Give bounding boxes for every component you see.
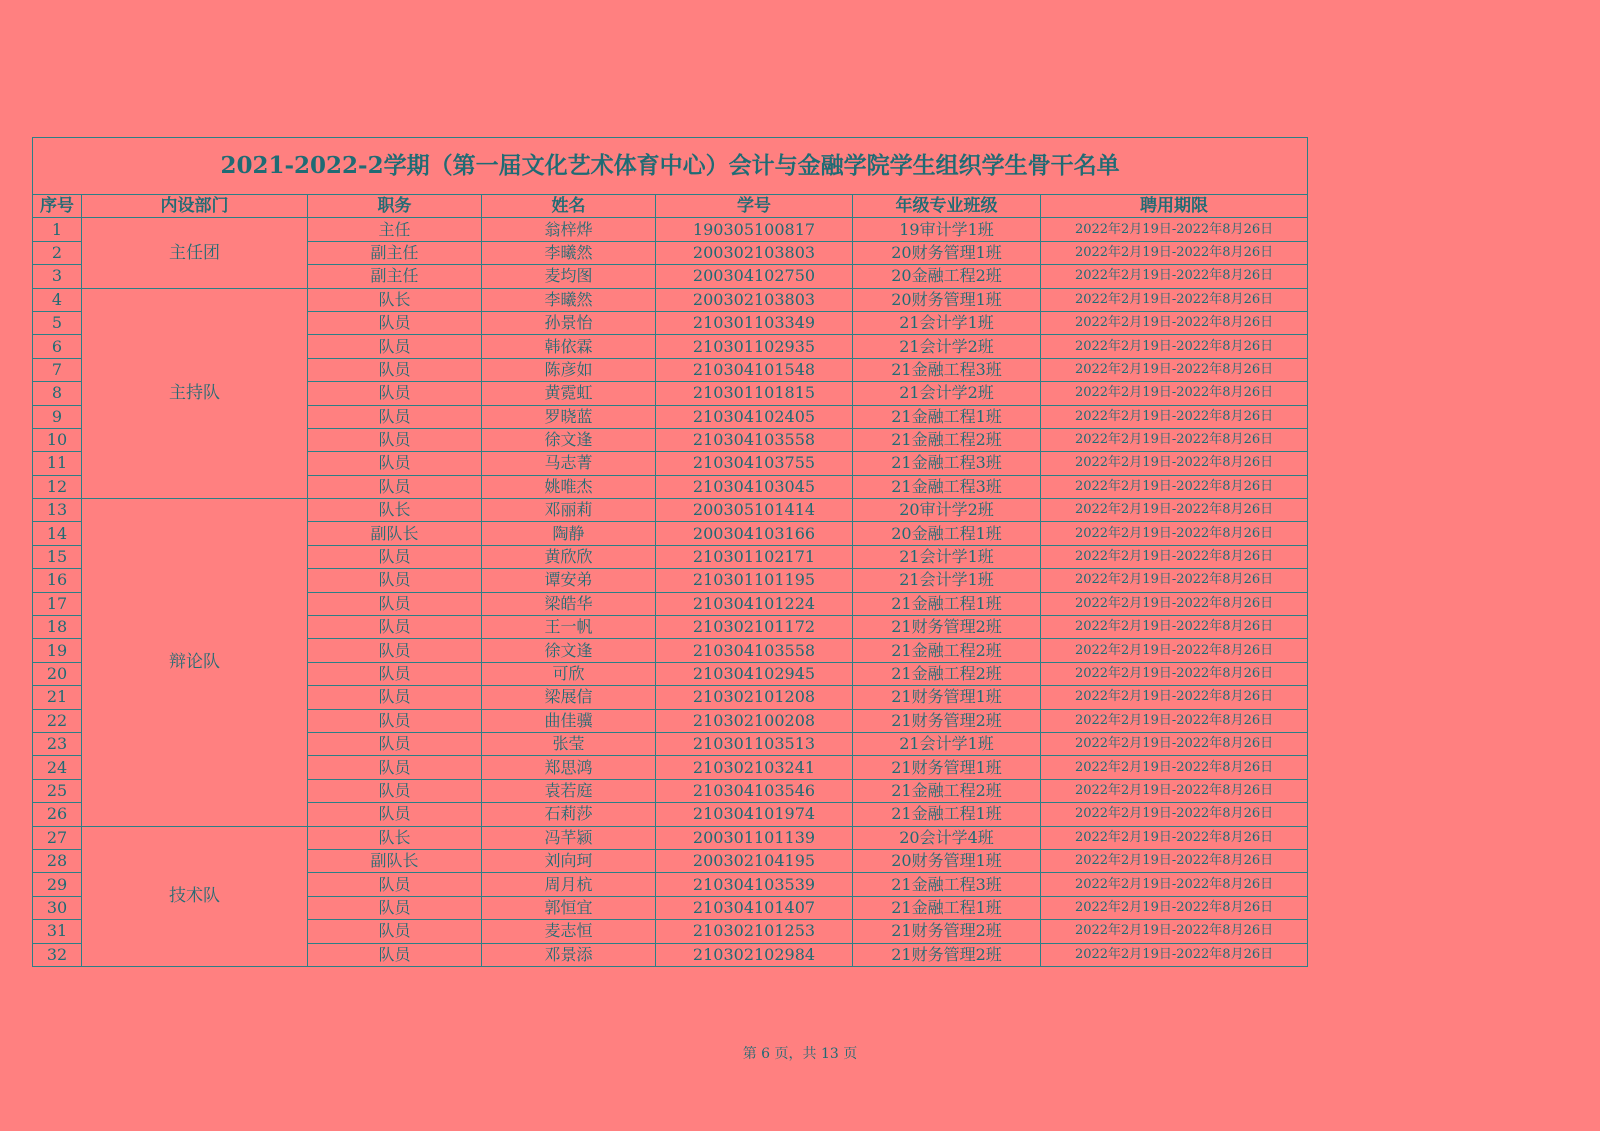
student-id-cell: 190305100817 — [656, 218, 853, 241]
index-cell: 4 — [33, 288, 82, 311]
index-cell: 22 — [33, 709, 82, 732]
class-cell: 21金融工程2班 — [853, 662, 1041, 685]
period-cell: 2022年2月19日-2022年8月26日 — [1041, 358, 1308, 381]
role-cell: 队员 — [308, 779, 482, 802]
index-cell: 16 — [33, 569, 82, 592]
student-id-cell: 210304103558 — [656, 639, 853, 662]
class-cell: 21金融工程3班 — [853, 475, 1041, 498]
header-period: 聘用期限 — [1041, 195, 1308, 218]
name-cell: 陈彦如 — [482, 358, 656, 381]
name-cell: 翁梓烨 — [482, 218, 656, 241]
student-id-cell: 210304102945 — [656, 662, 853, 685]
role-cell: 队长 — [308, 499, 482, 522]
role-cell: 队员 — [308, 920, 482, 943]
period-cell: 2022年2月19日-2022年8月26日 — [1041, 592, 1308, 615]
table-row — [33, 218, 1308, 241]
name-cell: 陶静 — [482, 522, 656, 545]
index-cell: 24 — [33, 756, 82, 779]
student-id-cell: 210302101253 — [656, 920, 853, 943]
name-cell: 郭恒宜 — [482, 896, 656, 919]
period-cell: 2022年2月19日-2022年8月26日 — [1041, 732, 1308, 755]
class-cell: 21金融工程1班 — [853, 405, 1041, 428]
class-cell: 21会计学1班 — [853, 545, 1041, 568]
class-cell: 21会计学1班 — [853, 311, 1041, 334]
class-cell: 21金融工程3班 — [853, 358, 1041, 381]
index-cell: 15 — [33, 545, 82, 568]
role-cell: 队员 — [308, 686, 482, 709]
index-cell: 21 — [33, 686, 82, 709]
name-cell: 张莹 — [482, 732, 656, 755]
student-id-cell: 210304101224 — [656, 592, 853, 615]
student-id-cell: 200304103166 — [656, 522, 853, 545]
period-cell: 2022年2月19日-2022年8月26日 — [1041, 920, 1308, 943]
student-id-cell: 210304101407 — [656, 896, 853, 919]
index-cell: 11 — [33, 452, 82, 475]
student-id-cell: 210302101208 — [656, 686, 853, 709]
role-cell: 队员 — [308, 873, 482, 896]
class-cell: 20财务管理1班 — [853, 849, 1041, 872]
header-student-id: 学号 — [656, 195, 853, 218]
title-row — [33, 138, 1308, 195]
role-cell: 副队长 — [308, 522, 482, 545]
period-cell: 2022年2月19日-2022年8月26日 — [1041, 522, 1308, 545]
period-cell: 2022年2月19日-2022年8月26日 — [1041, 709, 1308, 732]
index-cell: 2 — [33, 241, 82, 264]
class-cell: 21会计学2班 — [853, 335, 1041, 358]
index-cell: 20 — [33, 662, 82, 685]
name-cell: 周月杭 — [482, 873, 656, 896]
role-cell: 副主任 — [308, 241, 482, 264]
period-cell: 2022年2月19日-2022年8月26日 — [1041, 756, 1308, 779]
student-id-cell: 210301101815 — [656, 382, 853, 405]
page-footer: 第 6 页，共 13 页 — [742, 1046, 858, 1062]
name-cell: 麦均图 — [482, 265, 656, 288]
period-cell: 2022年2月19日-2022年8月26日 — [1041, 849, 1308, 872]
name-cell: 谭安弟 — [482, 569, 656, 592]
name-cell: 石莉莎 — [482, 803, 656, 826]
name-cell: 黄欣欣 — [482, 545, 656, 568]
student-id-cell: 210302103241 — [656, 756, 853, 779]
student-id-cell: 200301101139 — [656, 826, 853, 849]
role-cell: 队员 — [308, 335, 482, 358]
index-cell: 6 — [33, 335, 82, 358]
period-cell: 2022年2月19日-2022年8月26日 — [1041, 616, 1308, 639]
index-cell: 28 — [33, 849, 82, 872]
name-cell: 冯芊颍 — [482, 826, 656, 849]
period-cell: 2022年2月19日-2022年8月26日 — [1041, 311, 1308, 334]
index-cell: 27 — [33, 826, 82, 849]
index-cell: 3 — [33, 265, 82, 288]
student-id-cell: 210301101195 — [656, 569, 853, 592]
period-cell: 2022年2月19日-2022年8月26日 — [1041, 896, 1308, 919]
index-cell: 31 — [33, 920, 82, 943]
class-cell: 21会计学1班 — [853, 569, 1041, 592]
role-cell: 队员 — [308, 405, 482, 428]
class-cell: 21金融工程2班 — [853, 428, 1041, 451]
role-cell: 队员 — [308, 592, 482, 615]
period-cell: 2022年2月19日-2022年8月26日 — [1041, 288, 1308, 311]
period-cell: 2022年2月19日-2022年8月26日 — [1041, 943, 1308, 966]
name-cell: 徐文逢 — [482, 428, 656, 451]
index-cell: 19 — [33, 639, 82, 662]
role-cell: 队员 — [308, 709, 482, 732]
period-cell: 2022年2月19日-2022年8月26日 — [1041, 405, 1308, 428]
period-cell: 2022年2月19日-2022年8月26日 — [1041, 499, 1308, 522]
class-cell: 20财务管理1班 — [853, 241, 1041, 264]
class-cell: 21财务管理2班 — [853, 943, 1041, 966]
period-cell: 2022年2月19日-2022年8月26日 — [1041, 662, 1308, 685]
role-cell: 队员 — [308, 311, 482, 334]
name-cell: 郑思鸿 — [482, 756, 656, 779]
class-cell: 21金融工程3班 — [853, 452, 1041, 475]
header-class: 年级专业班级 — [853, 195, 1041, 218]
period-cell: 2022年2月19日-2022年8月26日 — [1041, 545, 1308, 568]
student-id-cell: 200302103803 — [656, 241, 853, 264]
class-cell: 21财务管理2班 — [853, 709, 1041, 732]
department-cell: 主任团 — [82, 218, 308, 288]
name-cell: 可欣 — [482, 662, 656, 685]
name-cell: 韩依霖 — [482, 335, 656, 358]
index-cell: 13 — [33, 499, 82, 522]
department-cell: 技术队 — [82, 826, 308, 966]
student-id-cell: 210301102935 — [656, 335, 853, 358]
period-cell: 2022年2月19日-2022年8月26日 — [1041, 803, 1308, 826]
class-cell: 21金融工程2班 — [853, 639, 1041, 662]
document-title: 2021-2022-2学期（第一届文化艺术体育中心）会计与金融学院学生组织学生骨干名单 — [33, 138, 1308, 195]
role-cell: 主任 — [308, 218, 482, 241]
student-id-cell: 210302101172 — [656, 616, 853, 639]
index-cell: 7 — [33, 358, 82, 381]
header-department: 内设部门 — [82, 195, 308, 218]
name-cell: 邓丽莉 — [482, 499, 656, 522]
index-cell: 14 — [33, 522, 82, 545]
name-cell: 麦志恒 — [482, 920, 656, 943]
period-cell: 2022年2月19日-2022年8月26日 — [1041, 428, 1308, 451]
class-cell: 21财务管理2班 — [853, 616, 1041, 639]
student-id-cell: 210304101548 — [656, 358, 853, 381]
period-cell: 2022年2月19日-2022年8月26日 — [1041, 218, 1308, 241]
role-cell: 队员 — [308, 756, 482, 779]
role-cell: 队员 — [308, 382, 482, 405]
name-cell: 王一帆 — [482, 616, 656, 639]
name-cell: 曲佳骥 — [482, 709, 656, 732]
name-cell: 孙景怡 — [482, 311, 656, 334]
index-cell: 5 — [33, 311, 82, 334]
student-id-cell: 210302102984 — [656, 943, 853, 966]
role-cell: 队员 — [308, 639, 482, 662]
class-cell: 21金融工程1班 — [853, 803, 1041, 826]
index-cell: 12 — [33, 475, 82, 498]
index-cell: 18 — [33, 616, 82, 639]
index-cell: 30 — [33, 896, 82, 919]
index-cell: 29 — [33, 873, 82, 896]
student-id-cell: 200304102750 — [656, 265, 853, 288]
name-cell: 梁展信 — [482, 686, 656, 709]
index-cell: 1 — [33, 218, 82, 241]
name-cell: 姚唯杰 — [482, 475, 656, 498]
name-cell: 梁皓华 — [482, 592, 656, 615]
role-cell: 队员 — [308, 662, 482, 685]
period-cell: 2022年2月19日-2022年8月26日 — [1041, 241, 1308, 264]
class-cell: 20审计学2班 — [853, 499, 1041, 522]
index-cell: 10 — [33, 428, 82, 451]
role-cell: 队长 — [308, 288, 482, 311]
index-cell: 32 — [33, 943, 82, 966]
role-cell: 队员 — [308, 943, 482, 966]
name-cell: 罗晓蓝 — [482, 405, 656, 428]
role-cell: 队员 — [308, 569, 482, 592]
student-id-cell: 210304103045 — [656, 475, 853, 498]
class-cell: 20金融工程2班 — [853, 265, 1041, 288]
role-cell: 队员 — [308, 358, 482, 381]
student-id-cell: 200302103803 — [656, 288, 853, 311]
class-cell: 21金融工程1班 — [853, 896, 1041, 919]
student-id-cell: 210304103539 — [656, 873, 853, 896]
class-cell: 21会计学1班 — [853, 732, 1041, 755]
role-cell: 队员 — [308, 428, 482, 451]
student-id-cell: 210301103513 — [656, 732, 853, 755]
student-id-cell: 210301102171 — [656, 545, 853, 568]
period-cell: 2022年2月19日-2022年8月26日 — [1041, 382, 1308, 405]
student-id-cell: 210304103755 — [656, 452, 853, 475]
role-cell: 队员 — [308, 545, 482, 568]
index-cell: 8 — [33, 382, 82, 405]
header-row — [33, 195, 1308, 218]
role-cell: 队员 — [308, 452, 482, 475]
name-cell: 徐文逢 — [482, 639, 656, 662]
header-index: 序号 — [33, 195, 82, 218]
table-row — [33, 288, 1308, 311]
index-cell: 9 — [33, 405, 82, 428]
index-cell: 25 — [33, 779, 82, 802]
student-id-cell: 200305101414 — [656, 499, 853, 522]
department-cell: 主持队 — [82, 288, 308, 499]
table-row — [33, 826, 1308, 849]
class-cell: 21金融工程2班 — [853, 779, 1041, 802]
class-cell: 21财务管理1班 — [853, 756, 1041, 779]
role-cell: 副主任 — [308, 265, 482, 288]
index-cell: 26 — [33, 803, 82, 826]
name-cell: 黄霓虹 — [482, 382, 656, 405]
header-name: 姓名 — [482, 195, 656, 218]
role-cell: 队员 — [308, 732, 482, 755]
name-cell: 邓景添 — [482, 943, 656, 966]
roster-table — [32, 137, 1308, 967]
period-cell: 2022年2月19日-2022年8月26日 — [1041, 569, 1308, 592]
class-cell: 21财务管理1班 — [853, 686, 1041, 709]
period-cell: 2022年2月19日-2022年8月26日 — [1041, 475, 1308, 498]
student-id-cell: 210304101974 — [656, 803, 853, 826]
student-id-cell: 200302104195 — [656, 849, 853, 872]
student-id-cell: 210304103546 — [656, 779, 853, 802]
student-id-cell: 210301103349 — [656, 311, 853, 334]
period-cell: 2022年2月19日-2022年8月26日 — [1041, 826, 1308, 849]
period-cell: 2022年2月19日-2022年8月26日 — [1041, 265, 1308, 288]
student-id-cell: 210304103558 — [656, 428, 853, 451]
period-cell: 2022年2月19日-2022年8月26日 — [1041, 335, 1308, 358]
role-cell: 队长 — [308, 826, 482, 849]
class-cell: 19审计学1班 — [853, 218, 1041, 241]
department-cell: 辩论队 — [82, 499, 308, 826]
index-cell: 17 — [33, 592, 82, 615]
name-cell: 刘向珂 — [482, 849, 656, 872]
period-cell: 2022年2月19日-2022年8月26日 — [1041, 452, 1308, 475]
name-cell: 李曦然 — [482, 288, 656, 311]
table-row — [33, 499, 1308, 522]
class-cell: 21金融工程1班 — [853, 592, 1041, 615]
class-cell: 21会计学2班 — [853, 382, 1041, 405]
role-cell: 副队长 — [308, 849, 482, 872]
student-id-cell: 210302100208 — [656, 709, 853, 732]
index-cell: 23 — [33, 732, 82, 755]
role-cell: 队员 — [308, 896, 482, 919]
class-cell: 20财务管理1班 — [853, 288, 1041, 311]
class-cell: 20金融工程1班 — [853, 522, 1041, 545]
student-id-cell: 210304102405 — [656, 405, 853, 428]
name-cell: 李曦然 — [482, 241, 656, 264]
class-cell: 20会计学4班 — [853, 826, 1041, 849]
name-cell: 袁若庭 — [482, 779, 656, 802]
role-cell: 队员 — [308, 803, 482, 826]
class-cell: 21财务管理2班 — [853, 920, 1041, 943]
period-cell: 2022年2月19日-2022年8月26日 — [1041, 639, 1308, 662]
class-cell: 21金融工程3班 — [853, 873, 1041, 896]
period-cell: 2022年2月19日-2022年8月26日 — [1041, 779, 1308, 802]
role-cell: 队员 — [308, 616, 482, 639]
name-cell: 马志菁 — [482, 452, 656, 475]
period-cell: 2022年2月19日-2022年8月26日 — [1041, 686, 1308, 709]
roster-body — [33, 138, 1308, 967]
header-role: 职务 — [308, 195, 482, 218]
role-cell: 队员 — [308, 475, 482, 498]
period-cell: 2022年2月19日-2022年8月26日 — [1041, 873, 1308, 896]
